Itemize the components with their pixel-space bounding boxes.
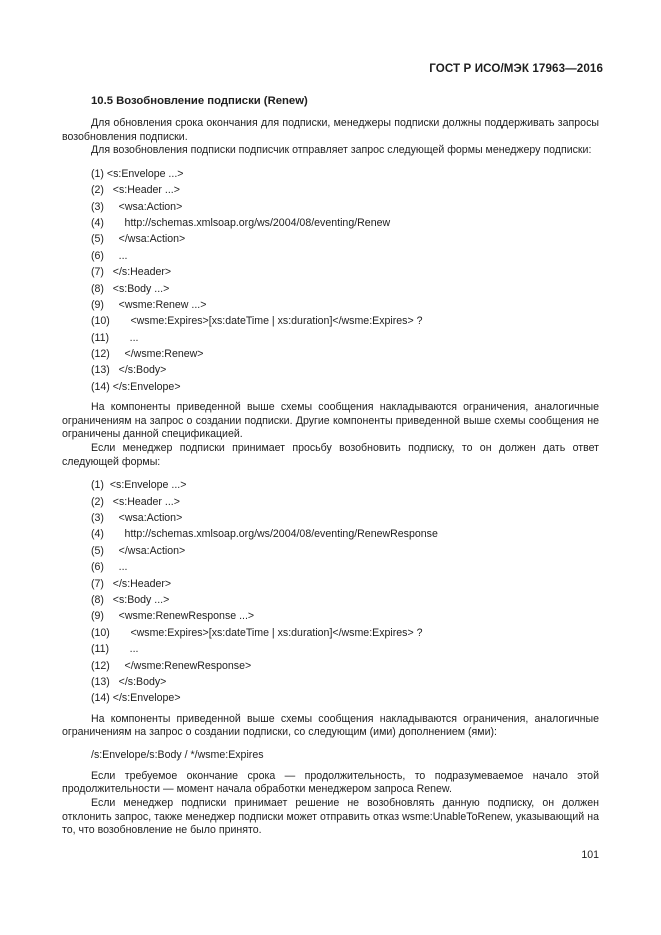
code-line: (11) ... bbox=[91, 331, 139, 344]
code-line: (13) </s:Body> bbox=[91, 364, 167, 377]
code-line: (12) </wsme:RenewResponse> bbox=[91, 659, 252, 672]
code-listing-renew-response bbox=[91, 477, 599, 706]
paragraph: На компоненты приведенной выше схемы сообщения накладываются ограничения, аналогичные ограничениям на запрос о создании подписки. Другие компоненты приведенной выше схемы сообщения не ограничены данной спецификацией. bbox=[62, 401, 599, 441]
code-line: (8) <s:Body ...> bbox=[91, 593, 170, 606]
code-line: (6) ... bbox=[91, 561, 128, 574]
code-line: (2) <s:Header ...> bbox=[91, 184, 180, 197]
paragraph: Если менеджер подписки принимает решение не возобновлять данную подписку, он должен отклонить запрос, также менеджер подписки может отправить отказ wsme:UnableToRenew, указывающий на то, что возобновление не было принято. bbox=[62, 797, 599, 837]
paragraph: На компоненты приведенной выше схемы сообщения накладываются ограничения, аналогичные ограничениям на запрос о создании подписки, со следующим (ими) дополнением (ями): bbox=[62, 712, 599, 739]
code-line: (4) http://schemas.xmlsoap.org/ws/2004/08/eventing/Renew bbox=[91, 216, 391, 229]
code-line: (5) </wsa:Action> bbox=[91, 544, 186, 557]
xpath-expression: /s:Envelope/s:Body / */wsme:Expires bbox=[91, 748, 264, 761]
code-line: (14) </s:Envelope> bbox=[91, 380, 181, 393]
code-line: (7) </s:Header> bbox=[91, 577, 172, 590]
code-line: (8) <s:Body ...> bbox=[91, 282, 170, 295]
code-line: (7) </s:Header> bbox=[91, 266, 172, 279]
code-line: (10) <wsme:Expires>[xs:dateTime | xs:duration]</wsme:Expires> ? bbox=[91, 626, 423, 639]
section-heading: 10.5 Возобновление подписки (Renew) bbox=[91, 95, 308, 107]
document-id: ГОСТ Р ИСО/МЭК 17963—2016 bbox=[429, 62, 603, 75]
page-number: 101 bbox=[581, 849, 599, 861]
paragraph: Для обновления срока окончания для подписки, менеджеры подписки должны поддерживать запросы возобновления подписки. bbox=[62, 117, 599, 143]
paragraph: Для возобновления подписки подписчик отправляет запрос следующей формы менеджеру подписки: bbox=[91, 144, 592, 157]
code-line: (12) </wsme:Renew> bbox=[91, 348, 204, 361]
code-line: (1) <s:Envelope ...> bbox=[91, 479, 187, 492]
code-line: (14) </s:Envelope> bbox=[91, 692, 181, 705]
code-line: (3) <wsa:Action> bbox=[91, 512, 183, 524]
code-line: (9) <wsme:RenewResponse ...> bbox=[91, 610, 255, 623]
paragraph: Если требуемое окончание срока — продолжительность, то подразумеваемое начало этой продолжительности — момент начала обработки менеджером запроса Renew. bbox=[62, 769, 599, 796]
code-line: (4) http://schemas.xmlsoap.org/ws/2004/08/eventing/RenewResponse bbox=[91, 528, 438, 541]
code-line: (10) <wsme:Expires>[xs:dateTime | xs:duration]</wsme:Expires> ? bbox=[91, 315, 423, 328]
code-line: (2) <s:Header ...> bbox=[91, 495, 180, 508]
page-content bbox=[62, 94, 599, 838]
code-line: (9) <wsme:Renew ...> bbox=[91, 298, 207, 311]
code-line: (11) ... bbox=[91, 643, 139, 656]
code-line: (1) <s:Envelope ...> bbox=[91, 167, 184, 180]
paragraph: Если менеджер подписки принимает просьбу возобновить подписку, то он должен дать ответ следующей формы: bbox=[62, 442, 599, 468]
code-line: (3) <wsa:Action> bbox=[91, 200, 183, 213]
code-line: (5) </wsa:Action> bbox=[91, 233, 186, 246]
code-line: (13) </s:Body> bbox=[91, 675, 167, 688]
code-listing-renew-request bbox=[91, 166, 599, 395]
code-line: (6) ... bbox=[91, 249, 128, 262]
